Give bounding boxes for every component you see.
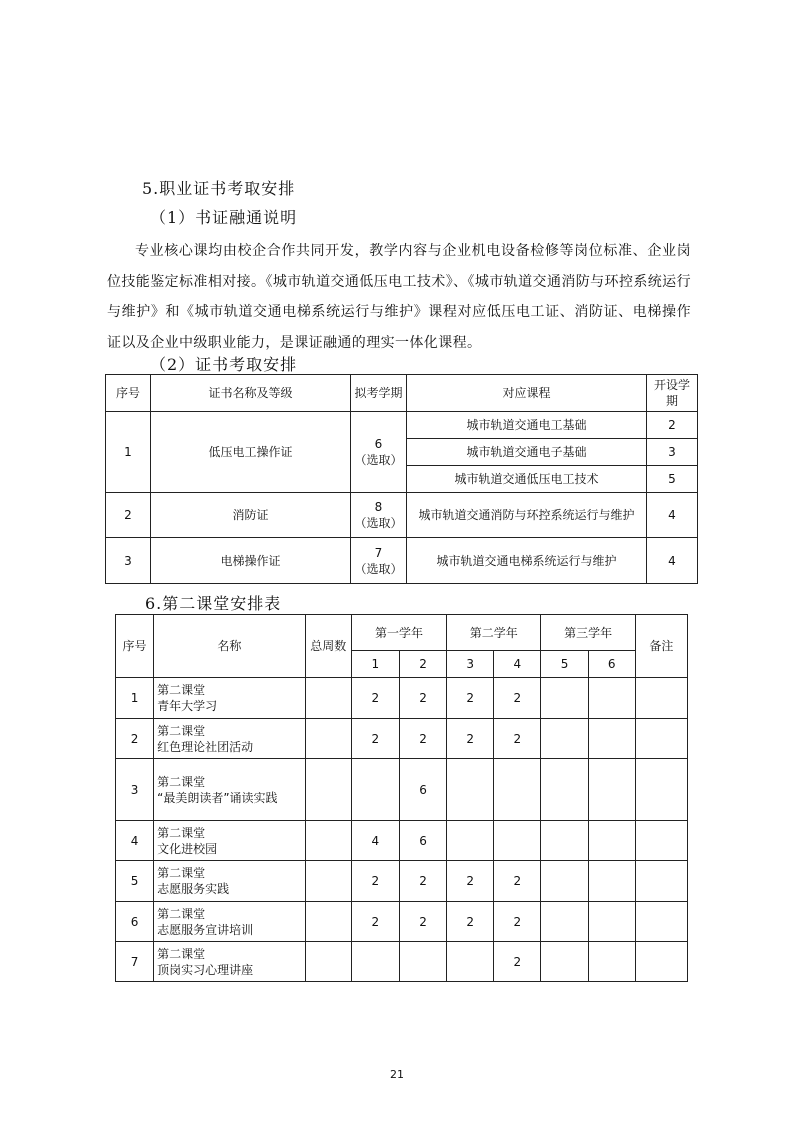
subheading-2: （2）证书考取安排 [150, 355, 298, 374]
name-line-1: 第二课堂 [157, 946, 206, 961]
cell-term-3: 2 [447, 678, 494, 719]
subheading-1: （1）书证融通说明 [150, 208, 298, 227]
cell-term-5 [541, 719, 588, 759]
term-value: 7 [374, 545, 383, 560]
cell-term-2: 2 [399, 678, 446, 719]
cell-term-3: 2 [447, 861, 494, 902]
table-header-row [106, 375, 698, 412]
cell-no: 4 [116, 821, 154, 861]
name-line-1: 第二课堂 [157, 906, 206, 921]
cell-total-weeks [305, 719, 351, 759]
cell-remark [635, 942, 687, 982]
cell-term-6 [588, 902, 635, 942]
cell-no: 3 [106, 538, 151, 584]
section-5-heading: 5.职业证书考取安排 [142, 179, 296, 198]
header-cell: 序号 [106, 375, 151, 412]
table-row [106, 493, 698, 538]
header-cell: 总周数 [305, 615, 351, 678]
cell-name [154, 759, 306, 821]
cell-term-2: 2 [399, 719, 446, 759]
cell-no: 3 [116, 759, 154, 821]
cell-cert-name: 低压电工操作证 [151, 412, 351, 493]
name-line-2: 志愿服务实践 [157, 882, 230, 896]
cell-term-6 [588, 942, 635, 982]
explanation-paragraph: 专业核心课均由校企合作共同开发，教学内容与企业机电设备检修等岗位标准、企业岗位技能鉴定标准相对接。《城市轨道交通低压电工技术》、《城市轨道交通消防与环控系统运行与维护》和《城市轨道交通电梯系统运行与维护》课程对应低压电工证、消防证、电梯操作证以及企业中级职业能力，是课证融通的理实一体化课程。 [107, 243, 691, 351]
term-note: （选取） [354, 453, 403, 467]
cell-remark [635, 678, 687, 719]
cell-term-4: 2 [494, 942, 541, 982]
cell-term-6 [588, 821, 635, 861]
cell-term-3 [447, 942, 494, 982]
cell-course: 城市轨道交通电梯系统运行与维护 [407, 538, 647, 584]
cell-open-term: 3 [647, 439, 698, 466]
cell-remark [635, 719, 687, 759]
cell-term-4: 2 [494, 902, 541, 942]
term-note: （选取） [354, 561, 403, 576]
cell-term-5 [541, 759, 588, 821]
table-row [116, 719, 688, 759]
cell-term-5 [541, 902, 588, 942]
class-table-body [116, 678, 688, 982]
table-row [116, 759, 688, 821]
term-header: 2 [399, 651, 446, 678]
cell-term-3: 2 [447, 719, 494, 759]
term-header: 1 [351, 651, 399, 678]
name-line-2: 文化进校园 [157, 841, 218, 856]
cell-no: 5 [116, 861, 154, 902]
cell-term-1: 2 [351, 902, 399, 942]
name-line-2: 顶岗实习心理讲座 [157, 962, 254, 977]
name-line-1: 第二课堂 [157, 866, 206, 880]
cell-term-4: 2 [494, 719, 541, 759]
header-cell: 第一学年 [351, 615, 446, 651]
cell-term-2: 6 [399, 821, 446, 861]
term-header: 4 [494, 651, 541, 678]
cell-open-term: 5 [647, 466, 698, 493]
cell-term-6 [588, 678, 635, 719]
cell-term-5 [541, 821, 588, 861]
cell-open-term: 2 [647, 412, 698, 439]
cell-cert-name: 消防证 [151, 493, 351, 538]
term-header: 5 [541, 651, 588, 678]
name-line-2: 志愿服务宣讲培训 [157, 922, 254, 937]
cell-no: 7 [116, 942, 154, 982]
cell-total-weeks [305, 861, 351, 902]
cell-term-3 [447, 821, 494, 861]
cell-term-6 [588, 719, 635, 759]
term-header: 3 [447, 651, 494, 678]
cell-total-weeks [305, 759, 351, 821]
header-cell: 名称 [154, 615, 306, 678]
term-value: 8 [374, 500, 383, 514]
section-6-heading: 6.第二课堂安排表 [145, 594, 282, 613]
cell-term-1: 2 [351, 861, 399, 902]
cell-total-weeks [305, 821, 351, 861]
cell-term-5 [541, 678, 588, 719]
table-header-row [116, 615, 688, 651]
name-line-2: “最美朗读者”诵读实践 [157, 790, 278, 805]
term-value: 6 [374, 437, 383, 451]
cell-term-2: 2 [399, 902, 446, 942]
header-cell: 第二学年 [447, 615, 541, 651]
cell-open-term: 4 [647, 538, 698, 584]
cell-term-3 [447, 759, 494, 821]
cell-term-3: 2 [447, 902, 494, 942]
header-cell: 备注 [635, 615, 687, 678]
certificate-table [105, 374, 698, 584]
cell-term-2: 6 [399, 759, 446, 821]
header-cell: 第三学年 [541, 615, 635, 651]
term-header: 6 [588, 651, 635, 678]
cell-term-5 [541, 942, 588, 982]
cell-term [351, 538, 407, 584]
cell-term-6 [588, 759, 635, 821]
cell-no: 6 [116, 902, 154, 942]
cell-no: 2 [106, 493, 151, 538]
cell-no: 2 [116, 719, 154, 759]
cell-term [351, 412, 407, 493]
cell-cert-name: 电梯操作证 [151, 538, 351, 584]
table-row [116, 861, 688, 902]
cell-name [154, 719, 306, 759]
cell-term-2: 2 [399, 861, 446, 902]
header-cell: 开设学期 [647, 375, 698, 412]
cell-no: 1 [106, 412, 151, 493]
cell-term-2 [399, 942, 446, 982]
header-cell: 序号 [116, 615, 154, 678]
page-number: 21 [390, 1068, 404, 1081]
table-row [116, 678, 688, 719]
cell-total-weeks [305, 902, 351, 942]
cell-term-6 [588, 861, 635, 902]
name-line-1: 第二课堂 [157, 825, 206, 840]
cell-remark [635, 902, 687, 942]
header-cell: 拟考学期 [351, 375, 407, 412]
cell-term-4: 2 [494, 861, 541, 902]
table-row [116, 942, 688, 982]
cell-no: 1 [116, 678, 154, 719]
second-classroom-table [115, 614, 688, 982]
cell-open-term: 4 [647, 493, 698, 538]
cell-term-1 [351, 942, 399, 982]
cell-remark [635, 759, 687, 821]
table-row [116, 902, 688, 942]
cell-name [154, 902, 306, 942]
cell-name [154, 821, 306, 861]
cell-total-weeks [305, 678, 351, 719]
cell-remark [635, 861, 687, 902]
name-line-1: 第二课堂 [157, 683, 206, 697]
cell-name [154, 861, 306, 902]
table-row [106, 538, 698, 584]
cell-term-1: 4 [351, 821, 399, 861]
name-line-1: 第二课堂 [157, 774, 206, 789]
cell-course: 城市轨道交通电子基础 [407, 439, 647, 466]
cell-name [154, 942, 306, 982]
header-cell: 证书名称及等级 [151, 375, 351, 412]
cell-name [154, 678, 306, 719]
table-row [106, 412, 698, 439]
cell-term-1 [351, 759, 399, 821]
cell-term-1: 2 [351, 719, 399, 759]
cell-term-4 [494, 759, 541, 821]
cell-total-weeks [305, 942, 351, 982]
cell-term-5 [541, 861, 588, 902]
name-line-2: 红色理论社团活动 [157, 739, 254, 754]
term-note: （选取） [354, 516, 403, 530]
cell-remark [635, 821, 687, 861]
cell-term [351, 493, 407, 538]
cell-course: 城市轨道交通电工基础 [407, 412, 647, 439]
table-row [116, 821, 688, 861]
header-cell: 对应课程 [407, 375, 647, 412]
cell-term-4 [494, 821, 541, 861]
cell-term-1: 2 [351, 678, 399, 719]
cell-course: 城市轨道交通消防与环控系统运行与维护 [407, 493, 647, 538]
cell-course: 城市轨道交通低压电工技术 [407, 466, 647, 493]
name-line-1: 第二课堂 [157, 723, 206, 738]
cell-term-4: 2 [494, 678, 541, 719]
name-line-2: 青年大学习 [157, 699, 218, 713]
